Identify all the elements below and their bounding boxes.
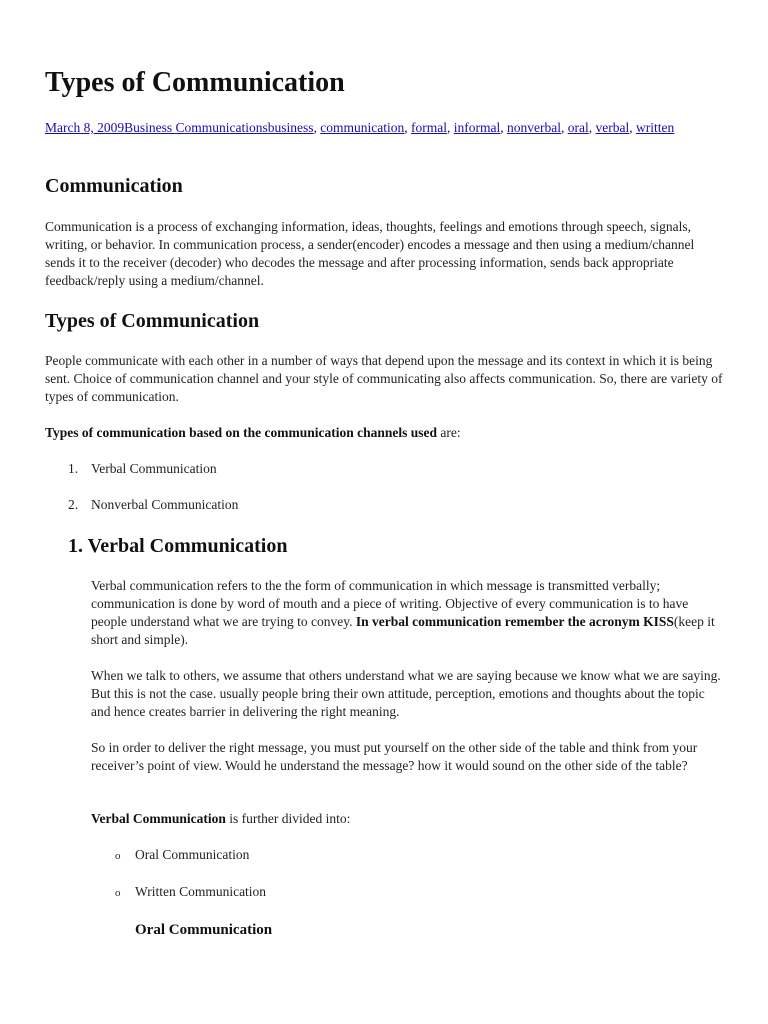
list-item: 1. Verbal Communication [68, 461, 217, 476]
section-heading-communication: Communication [45, 175, 183, 197]
list-item [115, 846, 249, 865]
page-title: Types of Communication [45, 67, 345, 98]
bullet-icon: o [115, 887, 121, 899]
list-item-label: Nonverbal Communication [91, 497, 239, 512]
list-item-label: Oral Communication [135, 847, 250, 862]
section-heading-types: Types of Communication [45, 310, 260, 332]
verbal-paragraph-3: So in order to deliver the right message, you must put yourself on the other side of the table and think from your receiver’s point of view. Would he understand the message? how it would sound on the other side of the table? [91, 740, 698, 773]
post-meta: March 8, 2009Business Communicationsbusiness, communication, formal, informal, nonverbal, oral, verbal, written [45, 120, 675, 135]
category-link[interactable]: Business Communications [124, 120, 268, 135]
tag-link-informal[interactable]: informal [453, 120, 501, 135]
verbal-paragraph-1: Verbal communication refers to the the form of communication in which message is transmitted verbally; communication is done by word of mouth and a piece of writing. Objective of every communication is to have people understand what we are trying to convey. In verbal communication remember the acronym KISS(keep it short and simple). [91, 578, 715, 647]
list-item [115, 883, 266, 902]
tag-link-verbal[interactable]: verbal [595, 120, 630, 135]
list-item: 2. Nonverbal Communication [68, 497, 239, 512]
list-item-label: Verbal Communication [91, 461, 217, 476]
types-intro-bold: Types of communication based on the communication channels used [45, 425, 438, 440]
types-intro: Types of communication based on the communication channels used are: [45, 425, 461, 440]
list-item-label: Written Communication [135, 884, 267, 899]
communication-paragraph: Communication is a process of exchanging information, ideas, thoughts, feelings and emotions through speech, signals, writing, or behavior. In communication process, a sender(encoder) encodes a message and then using a medium/channel sends it to the receiver (decoder) who decodes the message and after processing information, sends back appropriate feedback/reply using a medium/channel. [45, 219, 695, 288]
kiss-emphasis: In verbal communication remember the acronym KISS [355, 614, 674, 629]
verbal-paragraph-4: Verbal Communication is further divided into: [91, 811, 351, 826]
bullet-icon: o [115, 850, 121, 862]
subheading-oral: Oral Communication [135, 922, 273, 938]
post-date-link[interactable]: March 8, 2009 [45, 120, 125, 135]
tag-link-written[interactable]: written [635, 120, 675, 135]
section-heading-verbal: 1. Verbal Communication [68, 535, 288, 557]
types-paragraph: People communicate with each other in a number of ways that depend upon the message and its context in which it is being sent. Choice of communication channel and your style of communicating also affects communication. So, there are variety of types of communication. [45, 353, 723, 404]
tag-link-nonverbal[interactable]: nonverbal [507, 120, 561, 135]
tag-link-business[interactable]: business [267, 120, 314, 135]
tag-link-oral[interactable]: oral [567, 120, 589, 135]
tag-link-formal[interactable]: formal [411, 120, 447, 135]
verbal-paragraph-2: When we talk to others, we assume that others understand what we are saying because we know what we are saying. But this is not the case. usually people bring their own attitude, perception, emotions and thoughts about the topic and hence creates barrier in delivering the right meaning. [91, 668, 721, 719]
tag-link-communication[interactable]: communication [320, 120, 405, 135]
